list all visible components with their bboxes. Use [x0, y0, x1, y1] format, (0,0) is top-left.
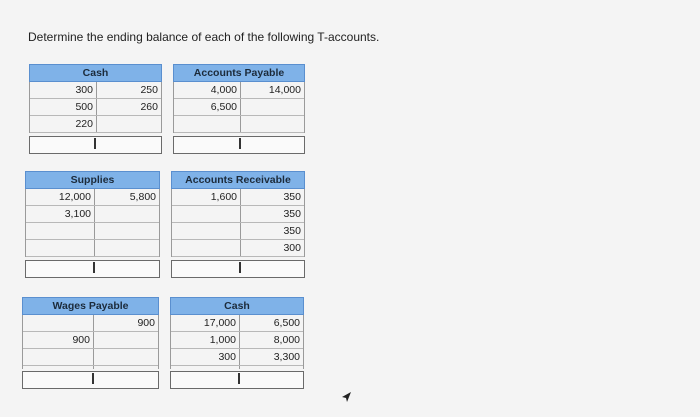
debit-cell: 300 — [218, 351, 236, 363]
t-account-title: Wages Payable — [22, 297, 159, 315]
debit-cell — [26, 240, 94, 257]
ending-balance-debit-input[interactable] — [174, 137, 239, 152]
ending-balance-debit-input[interactable] — [171, 372, 238, 387]
credit-cell — [241, 116, 304, 133]
t-account-row — [30, 99, 161, 116]
credit-cell — [241, 99, 304, 116]
t-account-body — [170, 315, 304, 369]
debit-cell — [172, 206, 240, 223]
debit-cell — [172, 223, 240, 240]
t-account-supplies — [25, 171, 160, 279]
t-account-row — [26, 206, 159, 223]
debit-cell: 220 — [75, 118, 93, 130]
ending-balance-credit-input[interactable] — [97, 137, 160, 152]
ending-balance-row — [171, 260, 305, 278]
ending-balance-credit-input[interactable] — [241, 137, 303, 152]
t-account-accounts-payable — [173, 64, 305, 154]
ending-balance-credit-input[interactable] — [242, 261, 303, 276]
t-account-row — [23, 349, 158, 366]
input-divider-marker — [239, 262, 241, 273]
t-account-row — [26, 189, 159, 206]
t-account-row — [26, 240, 159, 257]
credit-cell: 3,300 — [273, 351, 300, 363]
credit-cell: 250 — [140, 84, 158, 96]
credit-cell — [97, 116, 161, 133]
ending-balance-credit-input[interactable] — [96, 261, 158, 276]
debit-cell — [26, 223, 94, 240]
debit-cell — [23, 315, 93, 332]
debit-cell: 4,000 — [210, 84, 237, 96]
mouse-pointer-icon — [340, 391, 352, 403]
debit-cell — [172, 240, 240, 257]
ending-balance-row — [173, 136, 305, 154]
input-divider-marker — [238, 373, 240, 384]
credit-cell — [95, 223, 159, 240]
ending-balance-row — [25, 260, 160, 278]
credit-cell: 5,800 — [129, 191, 156, 203]
debit-cell: 300 — [75, 84, 93, 96]
ending-balance-credit-input[interactable] — [95, 372, 157, 387]
t-account-cash-2 — [170, 297, 304, 391]
t-account-row — [171, 315, 303, 332]
debit-cell: 900 — [72, 334, 90, 346]
t-account-body — [25, 189, 160, 257]
credit-cell: 350 — [283, 208, 301, 220]
question-prompt: Determine the ending balance of each of the following T-accounts. — [28, 30, 380, 44]
credit-cell: 900 — [137, 317, 155, 329]
t-account-row — [30, 82, 161, 99]
t-account-row — [23, 315, 158, 332]
ending-balance-row — [170, 371, 304, 389]
credit-cell: 350 — [283, 225, 301, 237]
debit-cell — [23, 349, 93, 366]
credit-cell — [94, 349, 158, 366]
t-account-row — [26, 223, 159, 240]
credit-cell — [94, 332, 158, 349]
t-account-row — [174, 116, 304, 133]
ending-balance-row — [22, 371, 159, 389]
t-account-title: Cash — [170, 297, 304, 315]
credit-cell: 350 — [283, 191, 301, 203]
credit-cell: 300 — [283, 242, 301, 254]
t-account-row — [174, 82, 304, 99]
credit-cell: 260 — [140, 101, 158, 113]
debit-cell: 1,000 — [209, 334, 236, 346]
ending-balance-debit-input[interactable] — [26, 261, 93, 276]
credit-cell — [95, 206, 159, 223]
credit-cell: 6,500 — [273, 317, 300, 329]
t-account-cash — [29, 64, 162, 154]
debit-cell: 3,100 — [64, 208, 91, 220]
t-account-body — [22, 315, 159, 369]
t-account-body — [173, 82, 305, 133]
t-account-row — [172, 189, 304, 206]
t-account-title: Accounts Payable — [173, 64, 305, 82]
t-account-row — [23, 332, 158, 349]
credit-cell: 14,000 — [268, 84, 301, 96]
input-divider-marker — [94, 138, 96, 149]
debit-cell: 12,000 — [58, 191, 91, 203]
ending-balance-row — [29, 136, 162, 154]
debit-cell: 6,500 — [210, 101, 237, 113]
t-account-row — [171, 349, 303, 366]
ending-balance-debit-input[interactable] — [172, 261, 239, 276]
t-account-title: Accounts Receivable — [171, 171, 305, 189]
t-account-title: Cash — [29, 64, 162, 82]
ending-balance-credit-input[interactable] — [241, 372, 302, 387]
debit-cell — [174, 116, 240, 133]
debit-cell: 1,600 — [210, 191, 237, 203]
t-account-title: Supplies — [25, 171, 160, 189]
t-account-accounts-receivable — [171, 171, 305, 279]
credit-cell — [95, 240, 159, 257]
t-account-body — [171, 189, 305, 257]
debit-cell: 17,000 — [203, 317, 236, 329]
t-account-row — [171, 332, 303, 349]
t-account-row — [172, 240, 304, 257]
credit-cell: 8,000 — [273, 334, 300, 346]
debit-cell: 500 — [75, 101, 93, 113]
t-account-row — [172, 206, 304, 223]
t-account-row — [174, 99, 304, 116]
t-account-row — [30, 116, 161, 133]
ending-balance-debit-input[interactable] — [23, 372, 92, 387]
t-account-body — [29, 82, 162, 133]
input-divider-marker — [93, 262, 95, 273]
t-account-row — [172, 223, 304, 240]
t-account-wages-payable — [22, 297, 159, 391]
ending-balance-debit-input[interactable] — [30, 137, 95, 152]
input-divider-marker — [92, 373, 94, 384]
